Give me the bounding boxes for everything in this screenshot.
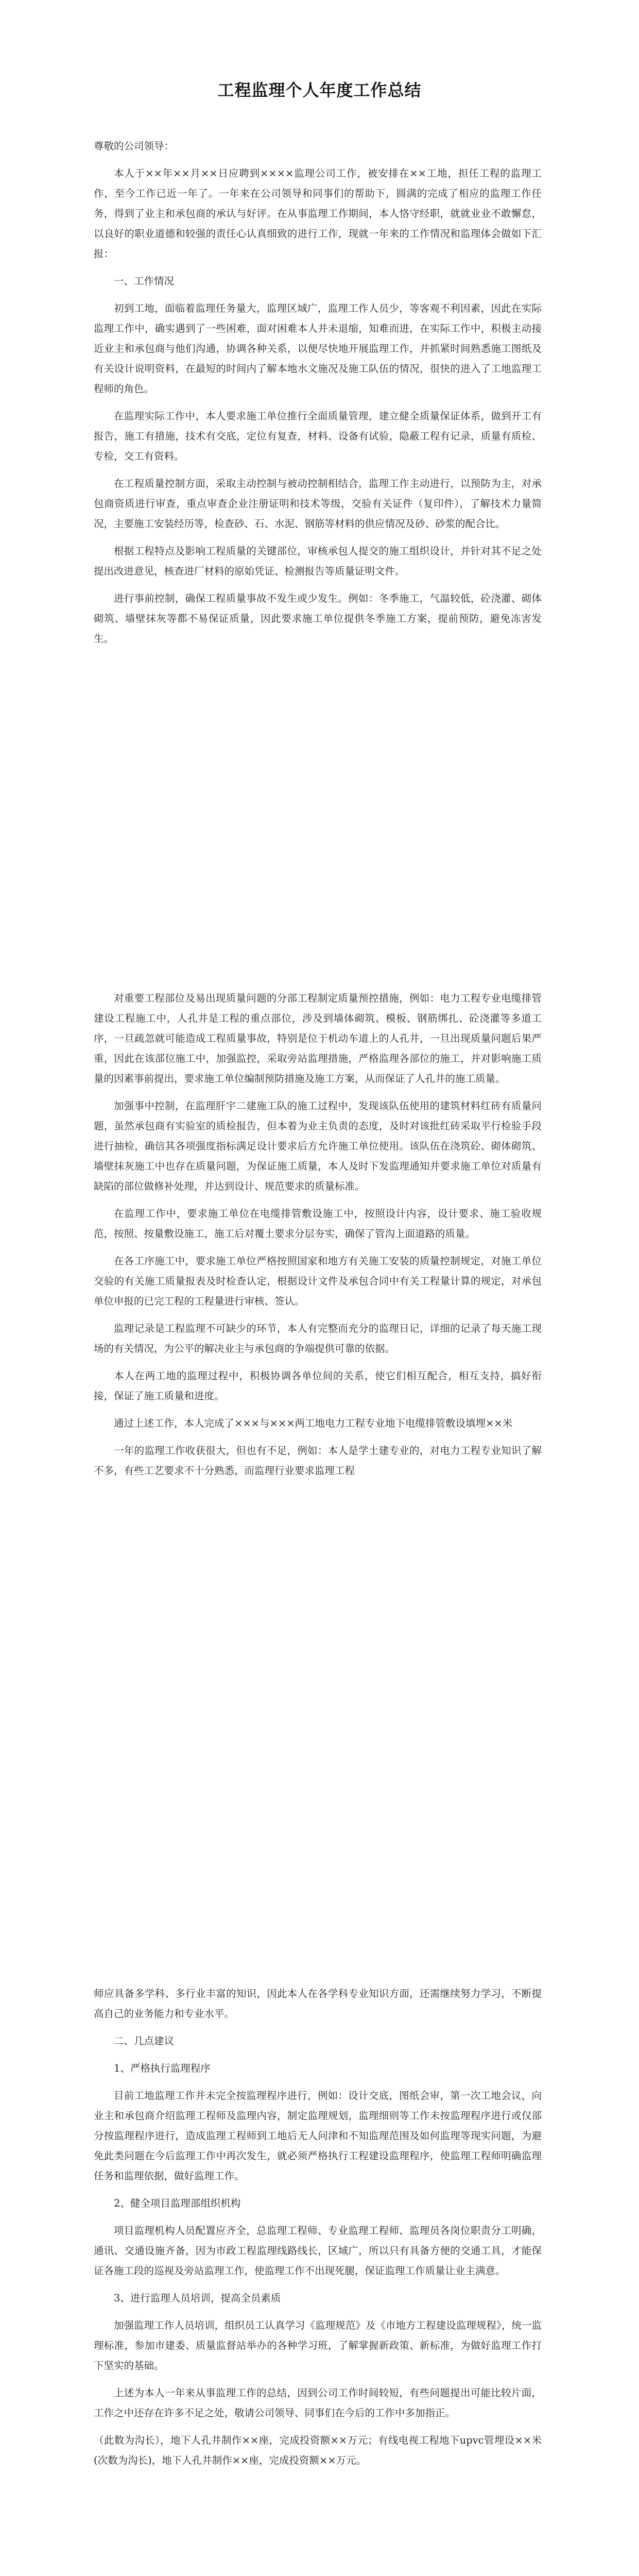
salutation: 尊敬的公司领导：	[94, 140, 175, 152]
subsection-heading: 1、严格执行监理程序	[114, 2062, 211, 2074]
subsection-heading: 3、进行监理人员培训，提高全员素质	[114, 2292, 281, 2304]
paragraph: 在各工序施工中，要求施工单位严格按照国家和地方有关施工安装的质量控制规定，对施工单位交验的有关施工质量报表及时检查认定，根据设计文件及承包合同中有关工程量计算的规定，对承包单位申报的已完工程的工程量进行审核、签认。	[94, 1255, 542, 1307]
paragraph: 在监理工作中，要求施工单位在电缆排管敷设施工中，按照设计内容，设计要求、施工验收规范，按照、按量敷设施工，施工后对覆土要求分层夯实，确保了管沟上面道路的质量。	[94, 1208, 542, 1240]
paragraph: 根据工程特点及影响工程质量的关键部位，审核承包人提交的施工组织设计，并针对其不足之处提出改进意见，核查进厂材料的原始凭证、检测报告等质量证明文件。	[94, 545, 542, 577]
paragraph: 加强事中控制，在监理肝宇二建施工队的施工过程中，发现该队伍使用的建筑材料红砖有质量问题，虽然承包商有实验室的质检报告，但本着为业主负责的态度，及时对该批红砖采取平行检验手段进行抽检，确信其各项强度指标满足设计要求后方允许施工单位使用。该队伍在浇筑砼、砌体砌筑、墙壁抹灰施工中也存在质量问题，为保证施工质量，本人及时下发监理通知并要求施工单位对质量有缺陷的部位做修补处理，并达到设计、规范要求的质量标准。	[94, 1100, 542, 1192]
paragraph: 项目监理机构人员配置应齐全，总监理工程师、专业监理工程师、监理员各岗位职责分工明确，通讯、交通设施齐备，因为市政工程监理线路线长，区域广，所以只有具备方便的交通工具，才能保证各施工段的巡视及旁站监理工作，使监理工作不出现死腿，保证监理工作质量让业主满意。	[94, 2225, 542, 2277]
paragraph: 目前工地监理工作并未完全按监理程序进行，例如：设计交底，图纸会审，第一次工地会议，向业主和承包商介绍监理工程师及监理内容，制定监理规划，监理细则等工作未按监理程序进行或仅部分按监理程序进行，造成监理工程师到工地后无人问津和不知监理范围及如何监理等现实问题，为避免此类问题在今后监理工作中再次发生，就必须严格执行工程建设监理程序，使监理工程师明确监理任务和监理依据，做好监理工作。	[94, 2090, 542, 2182]
paragraph: 本人在两工地的监理过程中，积极协调各单位间的关系，使它们相互配合，相互支持，搞好衔接，保证了施工质量和进度。	[94, 1370, 542, 1402]
page-section-1	[94, 136, 542, 656]
page-section-3	[94, 1984, 542, 2478]
paragraph: 对重要工程部位及易出现质量问题的分部工程制定质量预控措施，例如：电力工程专业电缆排管建设工程施工中，人孔井是工程的重点部位，涉及到墙体砌筑、模板、钢筋绑扎、砼浇灌等多道工序，一旦疏忽就可能造成工程质量事故，特别是位于机动车道上的人孔井，一旦出现质量问题后果严重，因此在该部位施工中，加强监控，采取旁站监理措施，严格监理各部位的施工，并对影响施工质量的因素事前提出，要求施工单位编制预防措施及施工方案，从而保证了人孔井的施工质量。	[94, 992, 542, 1084]
page-section-2	[94, 988, 542, 1488]
document-title: 工程监理个人年度工作总结	[217, 80, 422, 100]
paragraph: 进行事前控制，确保工程质量事故不发生或少发生。例如：冬季施工，气温较低，砼浇灌、砌体砌筑、墙壁抹灰等都不易保证质量，因此要求施工单位提供冬季施工方案，提前预防，避免冻害发生。	[94, 592, 542, 645]
paragraph: 在工程质量控制方面，采取主动控制与被动控制相结合，监理工作主动进行，以预防为主，对承包商资质进行审查，重点审查企业注册证明和技术等级，交验有关证件（复印件），了解技术力量简况，主要施工安装经历等，检查砂、石、水泥、钢筋等材料的供应情况及砂、砂浆的配合比。	[94, 478, 542, 530]
paragraph: 一年的监理工作收获很大，但也有不足，例如：本人是学土建专业的，对电力工程专业知识了解不多，有些工艺要求不十分熟悉，而监理行业要求监理工程	[94, 1445, 542, 1477]
paragraph: 本人于××年××月××日应聘到××××监理公司工作，被安排在××工地，担任工程的监理工作，至今工作已近一年了。一年来在公司领导和同事们的帮助下，圆满的完成了相应的监理工作任务，得到了业主和承包商的承认与好评。在从事监理工作期间，本人恪守经职，就就业业不敢懈怠，以良好的职业道德和较强的责任心认真细致的进行工作，现就一年来的工作情况和监理体会做如下汇报：	[94, 167, 542, 260]
paragraph: 上述为本人一年来从事监理工作的总结，因到公司工作时间较短，有些问题提出可能比较片面，工作之中还存在许多不足之处，敬请公司领导、同事们在今后的工作中多加指正。	[94, 2387, 542, 2419]
paragraph: 加强监理工作人员培训，组织员工认真学习《监理规范》及《市地方工程建设监理规程》，统一监理标准，参加市建委、质量监督站举办的各种学习班，了解掌握新政策、新标准，为做好监理工作打下坚实的基础。	[94, 2319, 542, 2371]
subsection-heading: 2、健全项目监理部组织机构	[114, 2197, 241, 2209]
section-heading: 一、工作情况	[114, 275, 175, 287]
paragraph: 师应具备多学科、多行业丰富的知识，因此本人在各学科专业知识方面，还需继续努力学习，不断提高自己的业务能力和专业水平。	[94, 1988, 542, 2020]
paragraph: 通过上述工作，本人完成了×××与×××两工地电力工程专业地下电缆排管敷设填埋××米	[114, 1417, 513, 1429]
paragraph: （此数为沟长），地下人孔井制作××座，完成投资额××万元；有线电视工程地下upvc管埋设××米(次数为沟长)，地下人孔井制作××座，完成投资额××万元。	[94, 2434, 542, 2466]
paragraph: 监理记录是工程监理不可缺少的环节，本人有完整而充分的监理日记，详细的记录了每天施工现场的有关情况，为公平的解决业主与承包商的争端提供可靠的依据。	[94, 1323, 542, 1354]
paragraph: 在监理实际工作中，本人要求施工单位推行全面质量管理，建立健全质量保证体系，做到开工有报告，施工有措施，技术有交底，定位有复查，材料、设备有试验，隐蔽工程有记录，质量有质检、专检，交工有资料。	[94, 410, 542, 462]
paragraph: 初到工地，面临着监理任务量大，监理区域广，监理工作人员少，等客观不利因素，因此在实际监理工作中，确实遇到了一些困难，面对困难本人并未退缩，知难而进，在实际工作中，积极主动接近业主和承包商与他们沟通，协调各种关系，以便尽快地开展监理工作，并抓紧时间熟悉施工图纸及有关设计说明资料，在最短的时间内了解本地水文施况及施工队伍的情况，很快的进入了工地监理工程师的角色。	[94, 302, 542, 395]
section-heading: 二、几点建议	[114, 2035, 175, 2047]
